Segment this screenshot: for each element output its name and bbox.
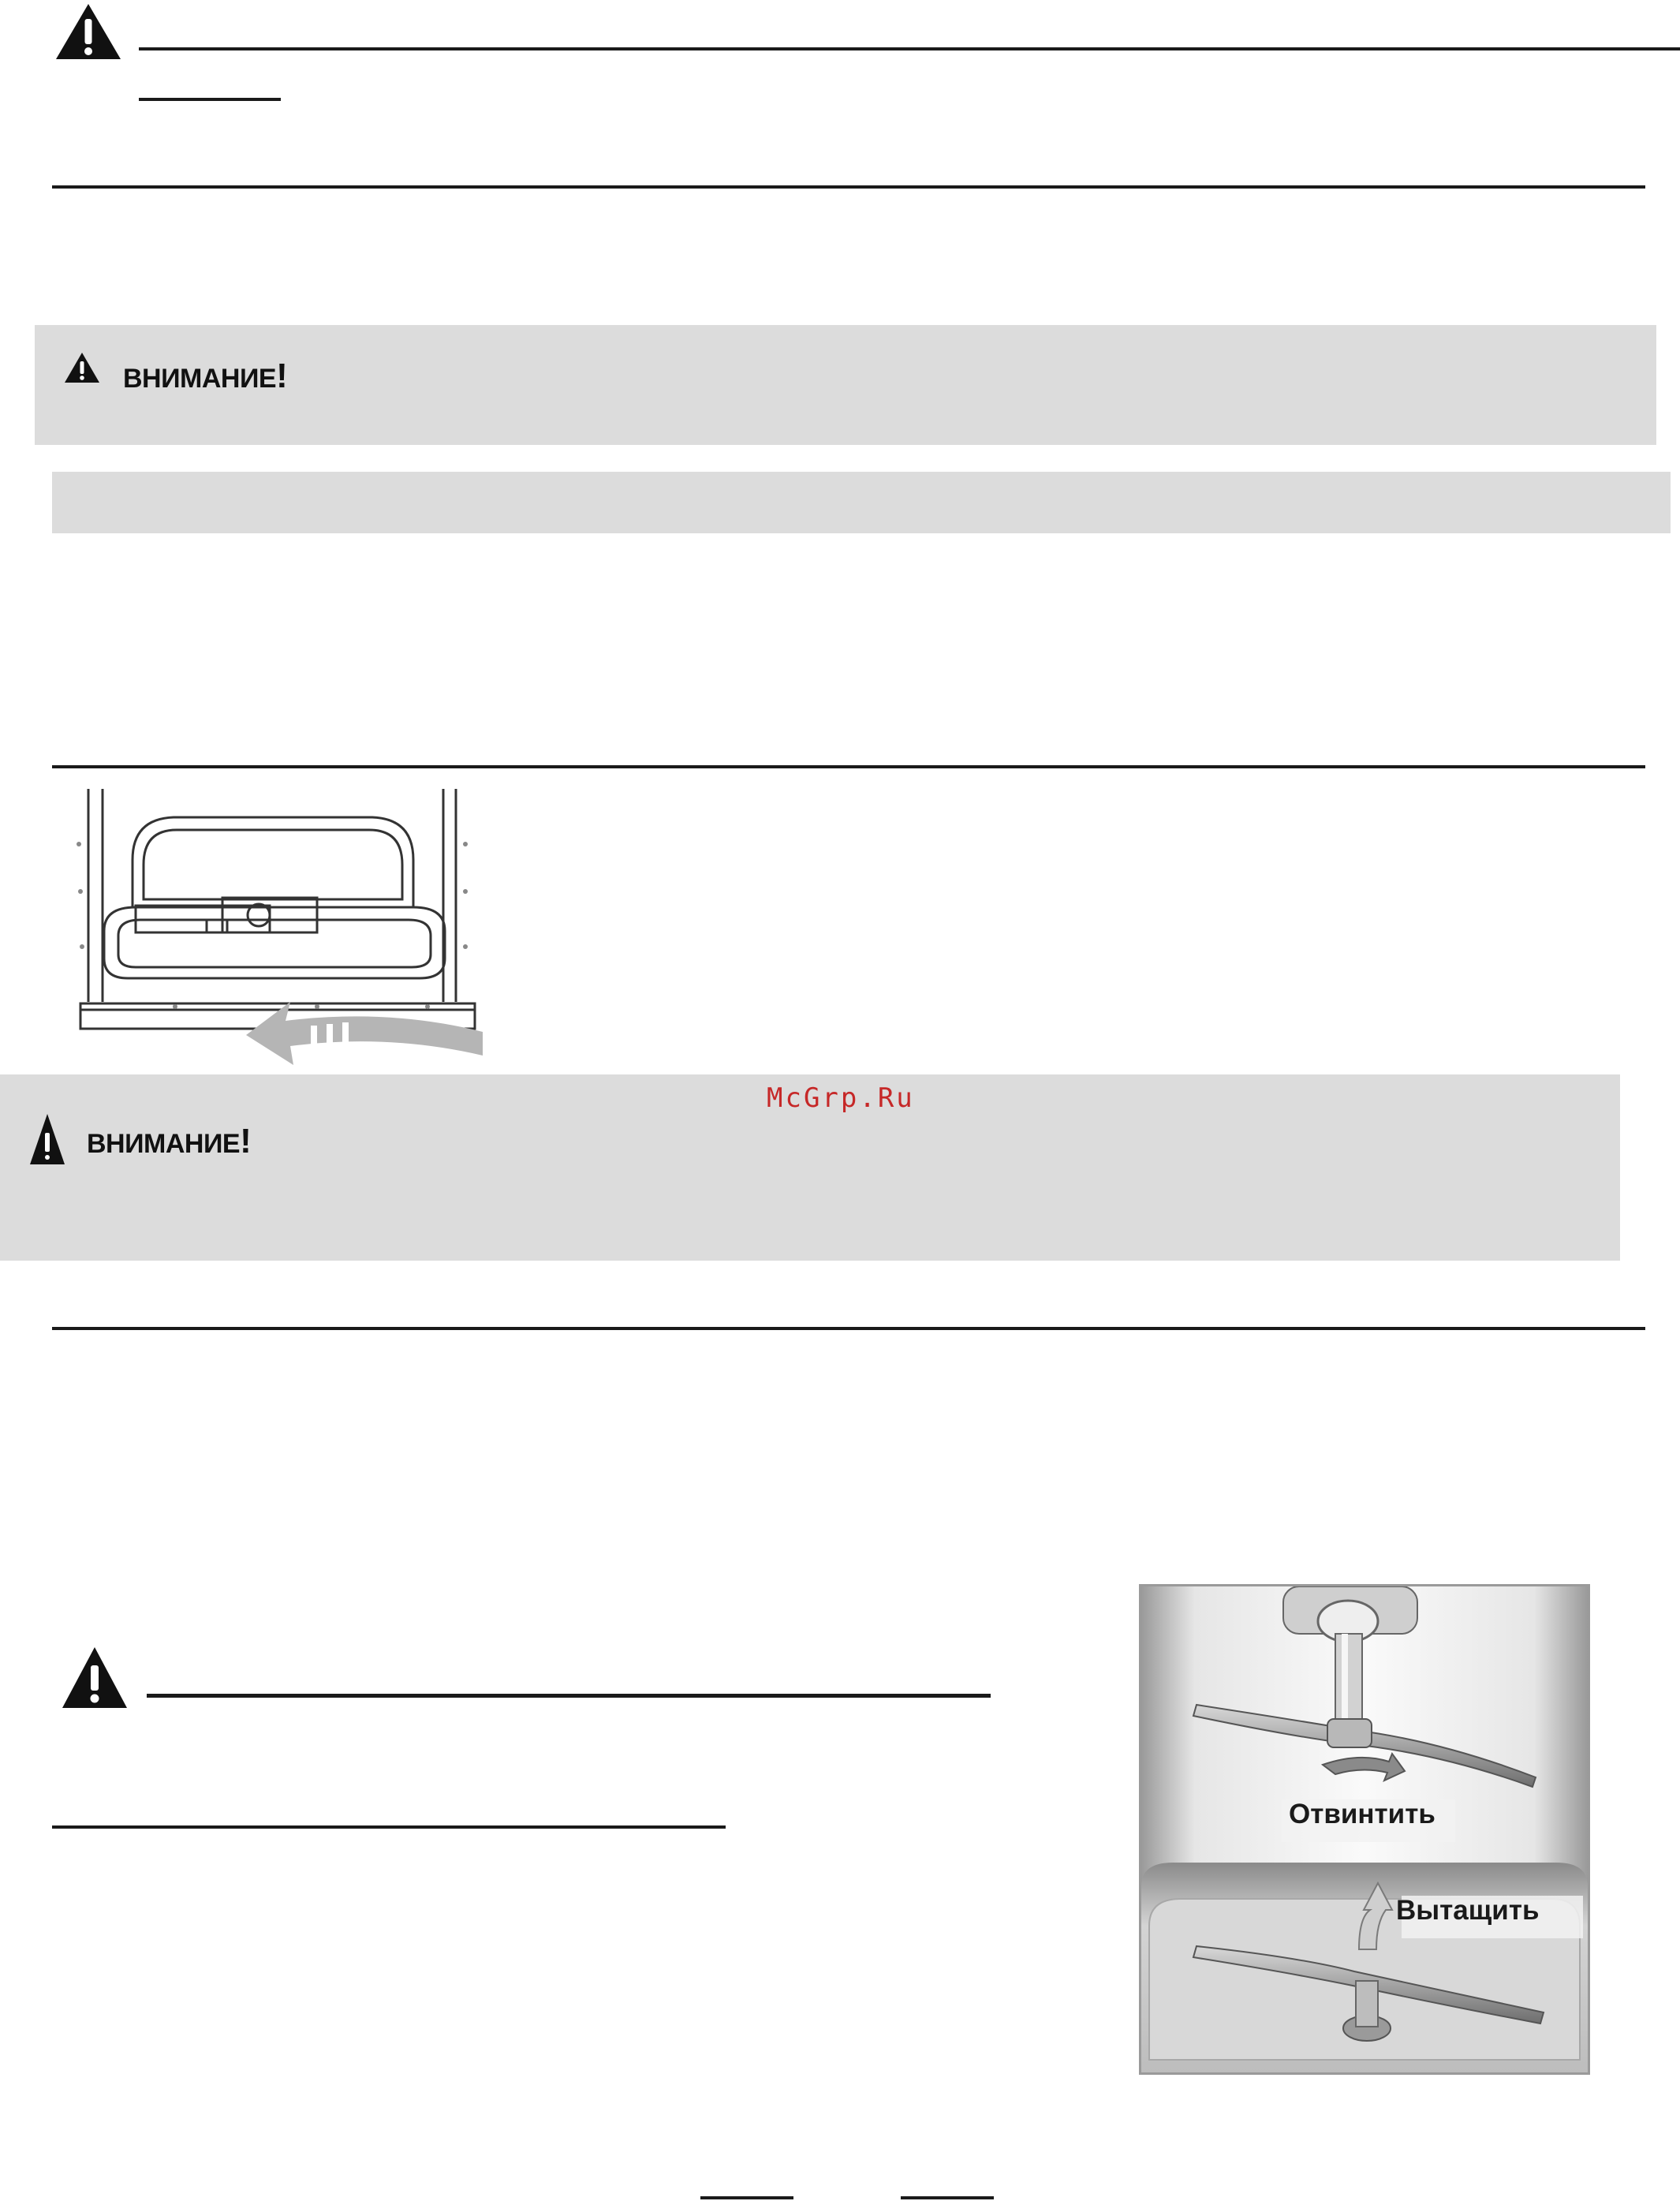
filter-diagram xyxy=(57,781,492,1079)
heading-rule xyxy=(139,47,1680,50)
footer-rule-right xyxy=(901,2196,994,2199)
unscrew-label: Отвинтить xyxy=(1289,1799,1435,1829)
pull-out-label: Вытащить xyxy=(1396,1895,1540,1926)
gray-band xyxy=(52,472,1671,533)
watermark-text: McGrp.Ru xyxy=(767,1082,915,1114)
section-divider xyxy=(52,1327,1645,1330)
warning-icon xyxy=(60,1645,129,1711)
attention-heading: ВНИМАНИЕ! xyxy=(123,357,288,395)
section-divider xyxy=(52,765,1645,768)
warning-icon xyxy=(63,351,101,384)
warning-icon xyxy=(54,2,123,62)
attention-heading: ВНИМАНИЕ! xyxy=(87,1122,252,1160)
section-divider xyxy=(52,185,1645,189)
subheading-underline xyxy=(52,1825,726,1829)
warning-icon xyxy=(28,1112,66,1166)
heading-underline xyxy=(139,98,281,101)
footer-rule-left xyxy=(700,2196,793,2199)
warning-rule xyxy=(147,1694,991,1698)
